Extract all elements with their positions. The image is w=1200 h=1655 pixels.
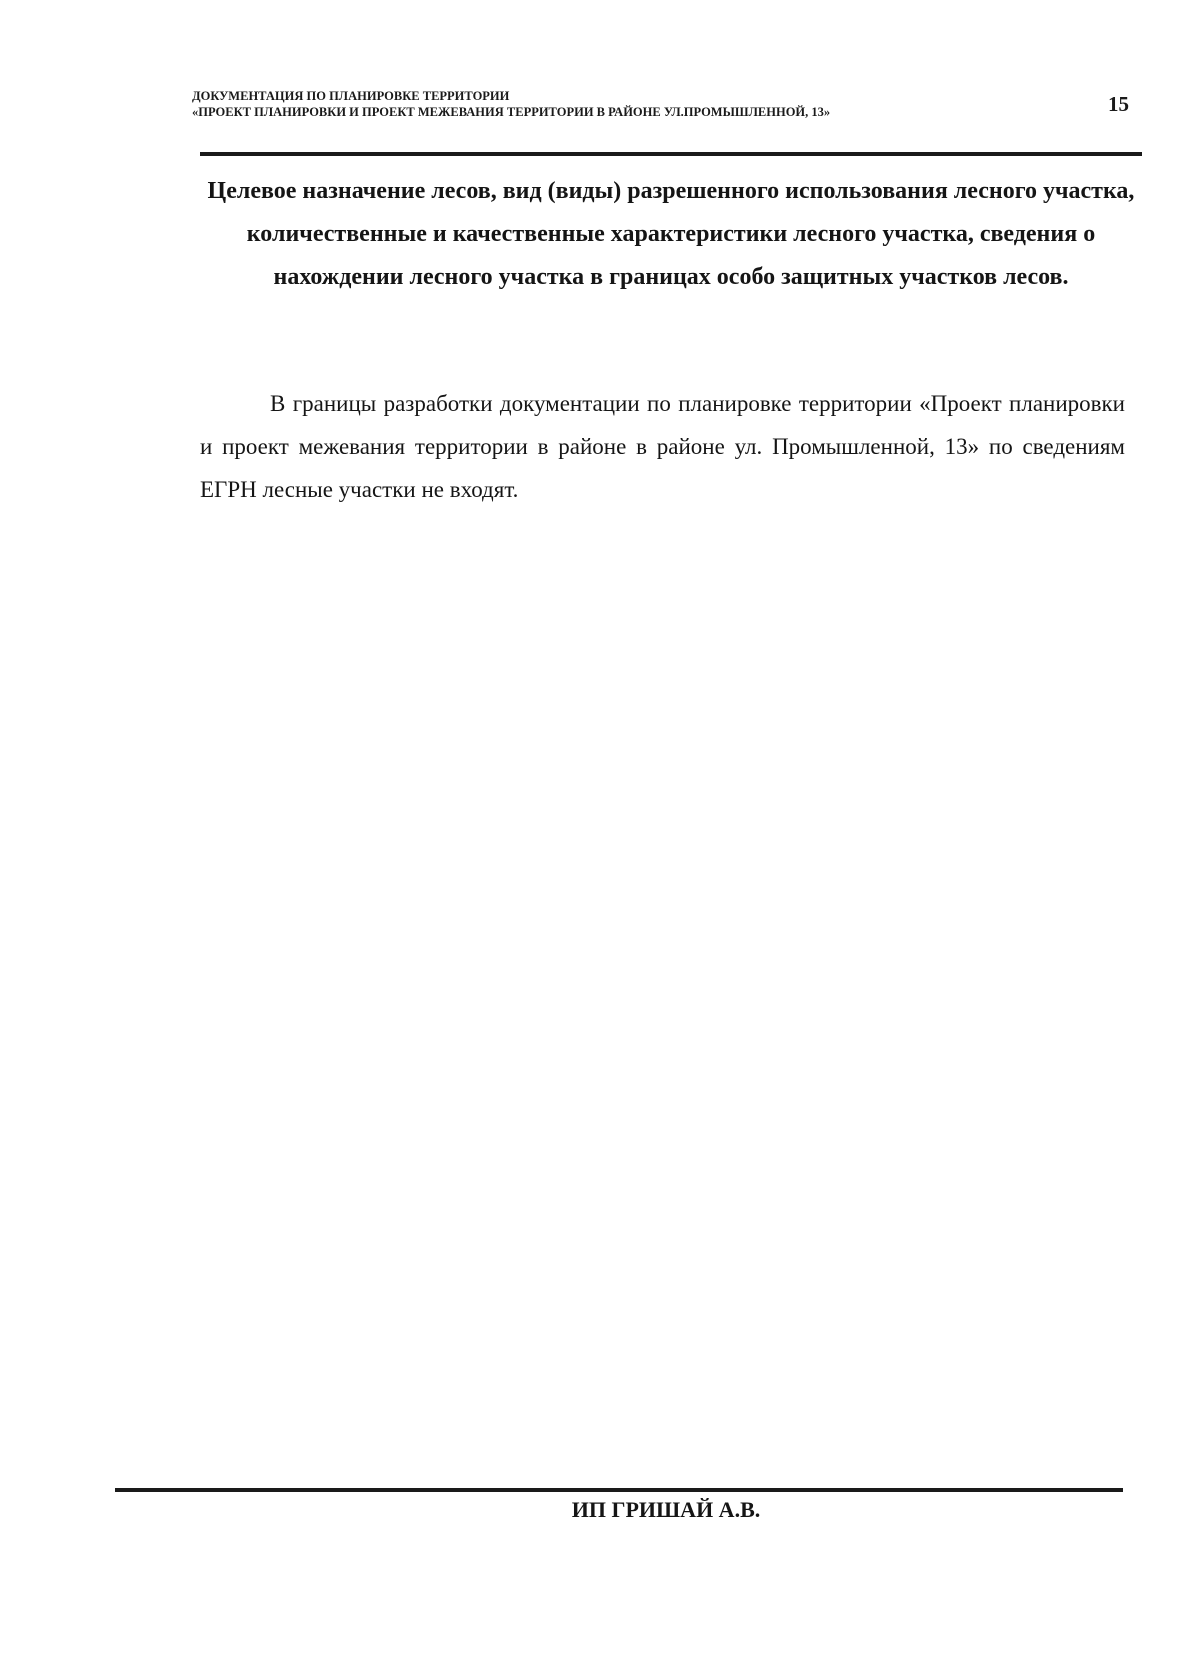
body-paragraph-block <box>200 382 1125 511</box>
page-number: 15 <box>1108 92 1129 116</box>
header-divider <box>200 152 1142 156</box>
page-header <box>192 88 1012 120</box>
body-paragraph: В границы разработки документации по планировке территории «Проект планировки и проект межевания территории в районе в районе ул. Промышленной, 13» по сведениям ЕГРН лесные участки не входят. <box>200 391 1125 502</box>
header-title-line-1: ДОКУМЕНТАЦИЯ ПО ПЛАНИРОВКЕ ТЕРРИТОРИИ <box>192 89 510 103</box>
footer-author: ИП ГРИШАЙ А.В. <box>571 1497 761 1522</box>
header-title-line-2: «ПРОЕКТ ПЛАНИРОВКИ И ПРОЕКТ МЕЖЕВАНИЯ ТЕРРИТОРИИ В РАЙОНЕ УЛ.ПРОМЫШЛЕННОЙ, 13» <box>192 105 831 119</box>
section-heading: Целевое назначение лесов, вид (виды) разрешенного использования лесного участка, количественные и качественные характеристики лесного участка, сведения о нахождении лесного участка в границах особо защитных участков лесов. <box>207 178 1135 290</box>
page-footer <box>0 1497 1200 1523</box>
footer-divider <box>115 1488 1123 1492</box>
